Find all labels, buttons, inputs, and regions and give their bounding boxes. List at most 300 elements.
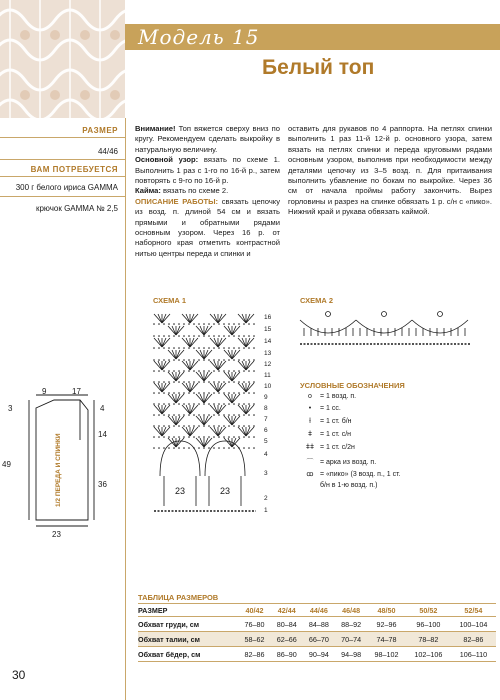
stitch-mark bbox=[172, 394, 176, 403]
stitch-dot bbox=[183, 447, 185, 449]
row-number: 13 bbox=[264, 350, 272, 357]
stitch-dot bbox=[158, 370, 160, 372]
dim-bottom-width: 23 bbox=[52, 530, 61, 539]
legend-item bbox=[300, 470, 401, 478]
main-pattern-label: Основной узор: bbox=[135, 155, 199, 165]
stitch-dot bbox=[223, 347, 225, 349]
stitch-mark bbox=[200, 416, 204, 425]
stitch-mark bbox=[224, 394, 232, 403]
stitch-dot bbox=[158, 381, 160, 383]
stitch-dot bbox=[163, 323, 165, 325]
stitch-dot bbox=[233, 425, 235, 427]
stitch-dot bbox=[218, 425, 220, 427]
stitch-mark bbox=[232, 416, 240, 425]
stitch-mark bbox=[218, 427, 222, 436]
stitch-dot bbox=[228, 359, 230, 361]
stitch-mark bbox=[246, 427, 250, 436]
row-number: 5 bbox=[264, 438, 268, 445]
stitch-mark bbox=[196, 438, 204, 447]
stitch-mark bbox=[242, 405, 246, 414]
table-header-row bbox=[138, 604, 496, 617]
stitch-mark bbox=[238, 427, 246, 436]
stitch-mark bbox=[162, 314, 170, 323]
stitch-dot bbox=[218, 436, 220, 438]
stitch-dot bbox=[153, 425, 155, 427]
stitch-dot bbox=[213, 347, 215, 349]
scheme-2-chart bbox=[298, 306, 473, 348]
stitch-dot bbox=[248, 414, 250, 416]
stitch-mark bbox=[154, 405, 162, 414]
stitch-dot bbox=[163, 425, 165, 427]
stitch-dot bbox=[158, 403, 160, 405]
stitch-dot bbox=[203, 403, 205, 405]
stitch-dot bbox=[208, 403, 210, 405]
stitch-dot bbox=[178, 447, 180, 449]
row-number: 10 bbox=[264, 383, 272, 390]
page-title: Белый топ bbox=[262, 56, 375, 79]
stitch-dot bbox=[208, 323, 210, 325]
stitch-mark bbox=[168, 372, 176, 381]
stitch-mark bbox=[242, 314, 246, 323]
stitch-mark bbox=[182, 383, 190, 392]
stitch-mark bbox=[158, 338, 162, 347]
stitch-mark bbox=[218, 361, 226, 370]
side-separator bbox=[0, 137, 125, 138]
row-number: 1 bbox=[264, 507, 268, 514]
stitch-mark bbox=[204, 438, 212, 447]
stitch-mark bbox=[168, 394, 176, 403]
stitch-dot bbox=[253, 414, 255, 416]
table-header-cell: РАЗМЕР bbox=[138, 604, 238, 617]
stitch-dot bbox=[218, 447, 220, 449]
stitch-dot bbox=[158, 392, 160, 394]
table-cell: 88–92 bbox=[335, 617, 367, 632]
stitch-dot bbox=[163, 436, 165, 438]
legend-title: УСЛОВНЫЕ ОБОЗНАЧЕНИЯ bbox=[300, 381, 405, 390]
stitch-dot bbox=[173, 335, 175, 337]
stitch-mark bbox=[186, 427, 190, 436]
stitch-dot bbox=[243, 403, 245, 405]
stitch-dot bbox=[233, 335, 235, 337]
stitch-dot bbox=[243, 335, 245, 337]
table-header-cell: 44/46 bbox=[303, 604, 335, 617]
stitch-mark bbox=[204, 416, 212, 425]
stitch-dot bbox=[243, 381, 245, 383]
stitch-dot bbox=[238, 335, 240, 337]
table-cell: 74–78 bbox=[367, 632, 406, 647]
stitch-mark bbox=[232, 350, 236, 359]
stitch-dot bbox=[198, 414, 200, 416]
stitch-mark bbox=[204, 350, 212, 359]
stitch-mark bbox=[162, 338, 170, 347]
stitch-mark bbox=[246, 314, 250, 323]
table-cell: Обхват груди, см bbox=[138, 617, 238, 632]
stitch-dot bbox=[238, 370, 240, 372]
stitch-dot bbox=[213, 403, 215, 405]
stitch-dot bbox=[253, 347, 255, 349]
stitch-dot bbox=[163, 403, 165, 405]
stitch-dot bbox=[173, 414, 175, 416]
stitch-dot bbox=[238, 425, 240, 427]
stitch-dot bbox=[168, 392, 170, 394]
table-cell: 94–98 bbox=[335, 647, 367, 662]
stitch-mark bbox=[162, 314, 166, 323]
stitch-mark bbox=[238, 314, 246, 323]
table-cell: 80–84 bbox=[271, 617, 303, 632]
stitch-dot bbox=[178, 425, 180, 427]
row-number: 2 bbox=[264, 495, 268, 502]
stitch-dot bbox=[153, 335, 155, 337]
stitch-mark bbox=[232, 350, 240, 359]
stitch-dot bbox=[203, 436, 205, 438]
stitch-mark bbox=[246, 383, 250, 392]
side-separator bbox=[0, 176, 125, 177]
stitch-dot bbox=[158, 359, 160, 361]
stitch-dot bbox=[183, 347, 185, 349]
stitch-dot bbox=[173, 370, 175, 372]
stitch-dot bbox=[163, 347, 165, 349]
table-cell: 102–106 bbox=[406, 647, 451, 662]
stitch-dot bbox=[163, 414, 165, 416]
stitch-dot bbox=[183, 359, 185, 361]
stitch-mark bbox=[232, 326, 236, 335]
stitch-dot bbox=[233, 381, 235, 383]
stitch-mark bbox=[214, 338, 218, 347]
stitch-mark bbox=[224, 438, 232, 447]
stitch-dot bbox=[203, 323, 205, 325]
stitch-mark bbox=[176, 372, 180, 381]
stitch-dot bbox=[253, 436, 255, 438]
stitch-dot bbox=[223, 381, 225, 383]
stitch-dot bbox=[228, 381, 230, 383]
stitch-mark bbox=[196, 326, 204, 335]
stitch-dot bbox=[153, 436, 155, 438]
legend-text: = арка из возд. п. bbox=[320, 459, 377, 466]
legend-text: = 1 возд. п. bbox=[320, 393, 357, 400]
stitch-dot bbox=[168, 447, 170, 449]
stitch-mark bbox=[158, 427, 162, 436]
model-number: Модель 15 bbox=[138, 25, 260, 49]
stitch-dot bbox=[183, 381, 185, 383]
stitch-mark bbox=[204, 438, 208, 447]
stitch-dot bbox=[238, 403, 240, 405]
stitch-dot bbox=[193, 381, 195, 383]
stitch-mark bbox=[200, 372, 204, 381]
stitch-mark bbox=[196, 416, 204, 425]
stitch-dot bbox=[178, 359, 180, 361]
scheme-1-chart bbox=[150, 306, 262, 520]
stitch-dot bbox=[213, 335, 215, 337]
table-cell: 84–88 bbox=[303, 617, 335, 632]
stitch-dot bbox=[243, 414, 245, 416]
stitch-mark bbox=[176, 394, 180, 403]
stitch-dot bbox=[168, 381, 170, 383]
stitch-dot bbox=[178, 392, 180, 394]
legend-item bbox=[300, 431, 351, 438]
stitch-dot bbox=[183, 436, 185, 438]
stitch-mark bbox=[154, 338, 162, 347]
stitch-dot bbox=[198, 425, 200, 427]
stitch-mark bbox=[168, 416, 176, 425]
stitch-dot bbox=[158, 335, 160, 337]
stitch-mark bbox=[246, 361, 250, 370]
stitch-mark bbox=[214, 314, 218, 323]
description-label: ОПИСАНИЕ РАБОТЫ: bbox=[135, 196, 219, 206]
dim-neck-width: 9 bbox=[42, 387, 47, 396]
attention-label: Внимание! bbox=[135, 124, 176, 133]
stitch-mark bbox=[224, 416, 232, 425]
stitch-dot bbox=[203, 414, 205, 416]
stitch-mark bbox=[176, 438, 180, 447]
stitch-dot bbox=[188, 335, 190, 337]
stitch-dot bbox=[198, 436, 200, 438]
stitch-dot bbox=[248, 425, 250, 427]
stitch-dot bbox=[178, 414, 180, 416]
stitch-dot bbox=[243, 436, 245, 438]
stitch-dot bbox=[233, 447, 235, 449]
stitch-mark bbox=[154, 361, 162, 370]
stitch-mark bbox=[200, 438, 204, 447]
stitch-dot bbox=[233, 414, 235, 416]
stitch-dot bbox=[238, 381, 240, 383]
stitch-dot bbox=[213, 381, 215, 383]
stitch-dot bbox=[208, 359, 210, 361]
stitch-dot bbox=[163, 370, 165, 372]
stitch-dot bbox=[253, 447, 255, 449]
stitch-dot bbox=[158, 425, 160, 427]
size-label: РАЗМЕР bbox=[82, 126, 118, 135]
stitch-mark bbox=[232, 416, 236, 425]
stitch-dot bbox=[248, 359, 250, 361]
table-header-cell: 52/54 bbox=[451, 604, 496, 617]
stitch-mark bbox=[246, 405, 254, 414]
table-cell: 82–86 bbox=[238, 647, 270, 662]
stitch-mark bbox=[246, 383, 254, 392]
stitch-mark bbox=[190, 338, 198, 347]
slip-stitch-icon: • bbox=[308, 405, 312, 412]
stitch-dot bbox=[193, 414, 195, 416]
stitch-dot bbox=[228, 425, 230, 427]
size-value: 44/46 bbox=[97, 147, 118, 156]
stitch-dot bbox=[233, 436, 235, 438]
stitch-dot bbox=[253, 359, 255, 361]
stitch-dot bbox=[188, 425, 190, 427]
yarn-value: 300 г белого ириса GAMMA bbox=[15, 183, 118, 192]
legend-item bbox=[300, 457, 376, 467]
stitch-mark bbox=[218, 383, 222, 392]
stitch-dot bbox=[173, 392, 175, 394]
table-header-cell: 46/48 bbox=[335, 604, 367, 617]
stitch-mark bbox=[176, 416, 180, 425]
stitch-dot bbox=[188, 414, 190, 416]
picot-icon: ꝏ bbox=[306, 471, 314, 478]
stitch-mark bbox=[158, 405, 162, 414]
border-text: вязать по схеме 2. bbox=[160, 186, 229, 196]
stitch-mark bbox=[190, 427, 194, 436]
stitch-dot bbox=[188, 392, 190, 394]
stitch-dot bbox=[213, 323, 215, 325]
stitch-dot bbox=[253, 323, 255, 325]
stitch-dot bbox=[218, 347, 220, 349]
stitch-dot bbox=[248, 323, 250, 325]
stitch-mark bbox=[214, 383, 218, 392]
stitch-mark bbox=[218, 405, 222, 414]
legend-item bbox=[300, 418, 352, 425]
stitch-mark bbox=[162, 361, 166, 370]
stitch-dot bbox=[233, 370, 235, 372]
stitch-mark bbox=[218, 405, 226, 414]
stitch-mark bbox=[172, 326, 176, 335]
stitch-dot bbox=[233, 403, 235, 405]
stitch-mark bbox=[162, 383, 166, 392]
stitch-dot bbox=[153, 403, 155, 405]
stitch-dot bbox=[238, 359, 240, 361]
stitch-dot bbox=[243, 425, 245, 427]
scheme-1-title: СХЕМА 1 bbox=[153, 296, 187, 305]
stitch-mark bbox=[154, 427, 162, 436]
table-header-cell: 42/44 bbox=[271, 604, 303, 617]
stitch-mark bbox=[162, 338, 166, 347]
stitch-mark bbox=[162, 427, 166, 436]
stitch-dot bbox=[233, 347, 235, 349]
stitch-mark bbox=[204, 350, 208, 359]
stitch-dot bbox=[168, 403, 170, 405]
table-cell: Обхват талии, см bbox=[138, 632, 238, 647]
stitch-dot bbox=[228, 447, 230, 449]
stitch-dot bbox=[163, 381, 165, 383]
stitch-mark bbox=[162, 383, 170, 392]
stitch-dot bbox=[198, 447, 200, 449]
stitch-mark bbox=[154, 383, 162, 392]
stitch-dot bbox=[168, 414, 170, 416]
table-cell: 90–94 bbox=[303, 647, 335, 662]
stitch-dot bbox=[168, 347, 170, 349]
stitch-dot bbox=[218, 403, 220, 405]
stitch-mark bbox=[218, 314, 222, 323]
stitch-dot bbox=[173, 381, 175, 383]
stitch-dot bbox=[178, 370, 180, 372]
stitch-mark bbox=[186, 361, 190, 370]
stitch-dot bbox=[228, 392, 230, 394]
stitch-dot bbox=[163, 447, 165, 449]
table-row bbox=[138, 647, 496, 662]
dim-shoulder-width: 17 bbox=[72, 387, 81, 396]
stitch-dot bbox=[203, 392, 205, 394]
stitch-mark bbox=[190, 314, 194, 323]
dim-shoulder-slope: 4 bbox=[100, 404, 105, 413]
stitch-dot bbox=[153, 447, 155, 449]
stitch-dot bbox=[218, 359, 220, 361]
stitch-mark bbox=[228, 326, 232, 335]
chain-arch-icon: ⌒ bbox=[306, 459, 314, 466]
stitch-dot bbox=[173, 347, 175, 349]
stitch-mark bbox=[176, 438, 184, 447]
stitch-dot bbox=[173, 403, 175, 405]
table-cell: 62–66 bbox=[271, 632, 303, 647]
stitch-mark bbox=[218, 338, 226, 347]
stitch-mark bbox=[232, 372, 236, 381]
legend-text: б/н в 1-ю возд. п.) bbox=[320, 482, 378, 489]
stitch-dot bbox=[253, 370, 255, 372]
stitch-dot bbox=[193, 403, 195, 405]
stitch-dot bbox=[173, 323, 175, 325]
stitch-mark bbox=[218, 427, 226, 436]
row-number: 3 bbox=[264, 470, 268, 477]
stitch-dot bbox=[238, 347, 240, 349]
row-number: 9 bbox=[264, 394, 268, 401]
legend-text: = 1 ст. с/2н bbox=[320, 444, 355, 451]
stitch-mark bbox=[242, 383, 246, 392]
stitch-mark bbox=[162, 405, 166, 414]
stitch-mark bbox=[200, 394, 204, 403]
row-number: 12 bbox=[264, 361, 272, 368]
stitch-mark bbox=[214, 405, 218, 414]
stitch-dot bbox=[188, 370, 190, 372]
stitch-dot bbox=[168, 425, 170, 427]
stitch-dot bbox=[218, 335, 220, 337]
side-separator bbox=[0, 159, 125, 160]
stitch-dot bbox=[158, 414, 160, 416]
stitch-dot bbox=[233, 323, 235, 325]
stitch-dot bbox=[153, 359, 155, 361]
stitch-dot bbox=[243, 359, 245, 361]
stitch-dot bbox=[168, 335, 170, 337]
stitch-mark bbox=[224, 326, 232, 335]
hook-value: крючок GAMMA № 2,5 bbox=[35, 204, 118, 213]
air-loop-icon: o bbox=[308, 393, 312, 400]
stitch-dot bbox=[248, 392, 250, 394]
legend-item bbox=[300, 444, 355, 451]
stitch-mark bbox=[172, 416, 176, 425]
stitch-dot bbox=[153, 370, 155, 372]
stitch-dot bbox=[188, 436, 190, 438]
stitch-dot bbox=[233, 392, 235, 394]
stitch-dot bbox=[223, 436, 225, 438]
stitch-mark bbox=[218, 361, 222, 370]
description-continued: оставить для рукавов по 4 раппорта. На петлях спинки выполнить 1 раз 11-й 12-й р. основного узора, затем вязать на петлях спинки и переда круговыми рядами основным узором, выполнив при необходимости между деталями цепочку из 3–5 возд. п. Для притаивания выполнить убавление по бокам по выкройке. Через 36 см от начала проймы работу закончить. Вырез горловины и разрез на спинке обвязать 1 р. с/н с «пико». Нижний край и рукава обвязать каймой. bbox=[288, 124, 492, 217]
stitch-mark bbox=[154, 314, 162, 323]
stitch-dot bbox=[173, 447, 175, 449]
stitch-mark bbox=[200, 326, 204, 335]
stitch-mark bbox=[190, 383, 194, 392]
stitch-mark bbox=[182, 338, 190, 347]
stitch-mark bbox=[182, 427, 190, 436]
stitch-mark bbox=[196, 372, 204, 381]
stitch-dot bbox=[248, 347, 250, 349]
stitch-dot bbox=[213, 370, 215, 372]
stitch-dot bbox=[243, 392, 245, 394]
stitch-dot bbox=[163, 335, 165, 337]
legend-item bbox=[300, 405, 341, 412]
stitch-dot bbox=[198, 403, 200, 405]
stitch-dot bbox=[223, 403, 225, 405]
stitch-mark bbox=[176, 416, 184, 425]
stitch-dot bbox=[208, 447, 210, 449]
stitch-dot bbox=[153, 323, 155, 325]
table-cell: 58–62 bbox=[238, 632, 270, 647]
dim-armhole: 14 bbox=[98, 430, 107, 439]
stitch-dot bbox=[203, 359, 205, 361]
stitch-mark bbox=[190, 338, 194, 347]
stitch-dot bbox=[188, 447, 190, 449]
stitch-dot bbox=[158, 447, 160, 449]
stitch-dot bbox=[223, 447, 225, 449]
stitch-dot bbox=[193, 447, 195, 449]
stitch-dot bbox=[153, 392, 155, 394]
stitch-dot bbox=[238, 447, 240, 449]
stitch-dot bbox=[168, 359, 170, 361]
table-cell: 100–104 bbox=[451, 617, 496, 632]
